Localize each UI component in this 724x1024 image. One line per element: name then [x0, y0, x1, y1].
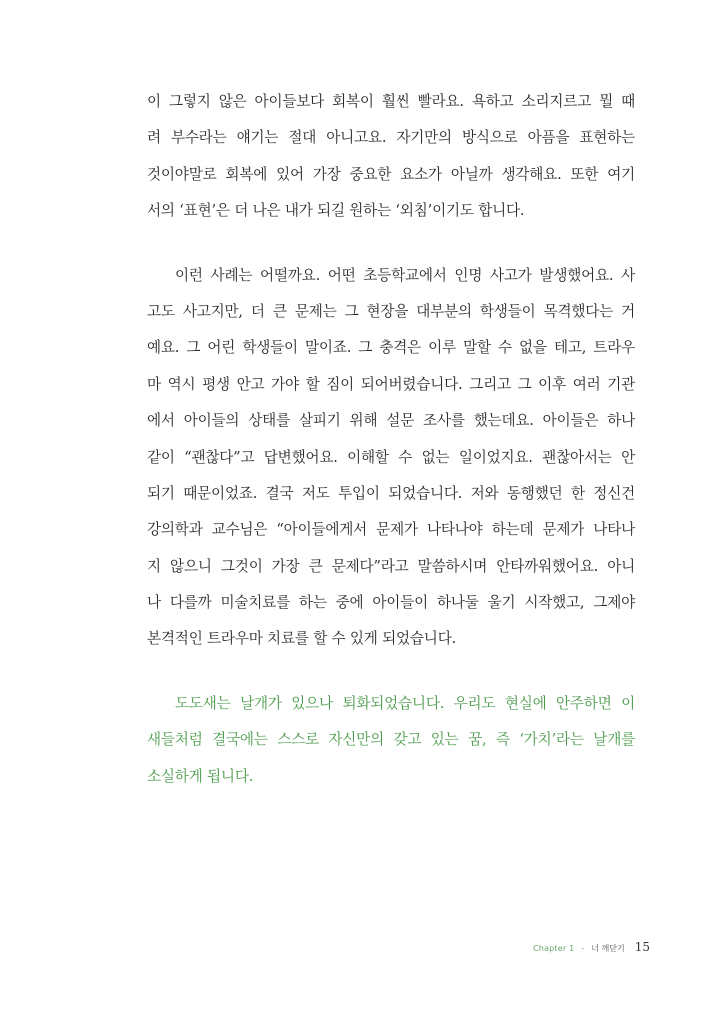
paragraph-3-highlight: [147, 686, 635, 795]
text-line: 나 다를까 미술치료를 하는 중에 아이들이 하나둘 울기 시작했고, 그제야: [147, 594, 635, 612]
part-title: 너 깨닫기: [591, 944, 625, 953]
paragraph-2: [147, 258, 635, 658]
text-line: 이런 사례는 어떨까요. 어떤 초등학교에서 인명 사고가 발생했어요. 사: [175, 266, 635, 284]
paragraph-gap: [147, 230, 635, 258]
text-line: 것이야말로 회복에 있어 가장 중요한 요소가 아닐까 생각해요. 또한 여기: [147, 165, 635, 183]
page-number: 15: [634, 940, 650, 954]
text-line: 지 않으니 그것이 가장 큰 문제다”라고 말씀하시며 안타까워했어요. 아니: [147, 557, 635, 575]
paragraph-gap: [147, 658, 635, 686]
text-line: 예요. 그 어린 학생들이 말이죠. 그 충격은 이루 말할 수 없을 테고, 트라우: [147, 339, 635, 357]
text-line: 도도새는 날개가 있으나 퇴화되었습니다. 우리도 현실에 안주하면 이: [175, 694, 635, 712]
text-line: 본격적인 트라우마 치료를 할 수 있게 되었습니다.: [147, 630, 457, 648]
text-line: 고도 사고지만, 더 큰 문제는 그 현장을 대부분의 학생들이 목격했다는 거: [147, 302, 635, 320]
text-line: 서의 ‘표현’은 더 나은 내가 되길 원하는 ‘외침’이기도 합니다.: [147, 202, 525, 220]
text-line: 이 그렇지 않은 아이들보다 회복이 훨씬 빨라요. 욕하고 소리지르고 뭘 때: [147, 93, 635, 110]
text-line: 새들처럼 결국에는 스스로 자신만의 갖고 있는 꿈, 즉 ‘가치’라는 날개를: [147, 731, 635, 749]
text-line: 려 부수라는 얘기는 절대 아니고요. 자기만의 방식으로 아픔을 표현하는: [147, 129, 635, 147]
body-text: [147, 84, 635, 795]
text-line: 마 역시 평생 안고 가야 할 짐이 되어버렸습니다. 그리고 그 이후 여러 기관: [147, 375, 635, 393]
paragraph-1: [147, 84, 635, 230]
text-line: 강의학과 교수님은 “아이들에게서 문제가 나타나야 하는데 문제가 나타나: [147, 521, 635, 539]
text-line: 소실하게 됩니다.: [147, 767, 254, 785]
text-line: 에서 아이들의 상태를 살피기 위해 설문 조사를 했는데요. 아이들은 하나: [147, 412, 635, 430]
chapter-label: Chapter 1: [532, 944, 575, 953]
text-line: 되기 때문이었죠. 결국 저도 투입이 되었습니다. 저와 동행했던 한 정신건: [147, 484, 635, 502]
footer-separator: -: [581, 944, 585, 953]
page-footer: [533, 940, 650, 954]
text-line: 같이 “괜찮다”고 답변했어요. 이해할 수 없는 일이었지요. 괜찮아서는 안: [147, 448, 635, 466]
